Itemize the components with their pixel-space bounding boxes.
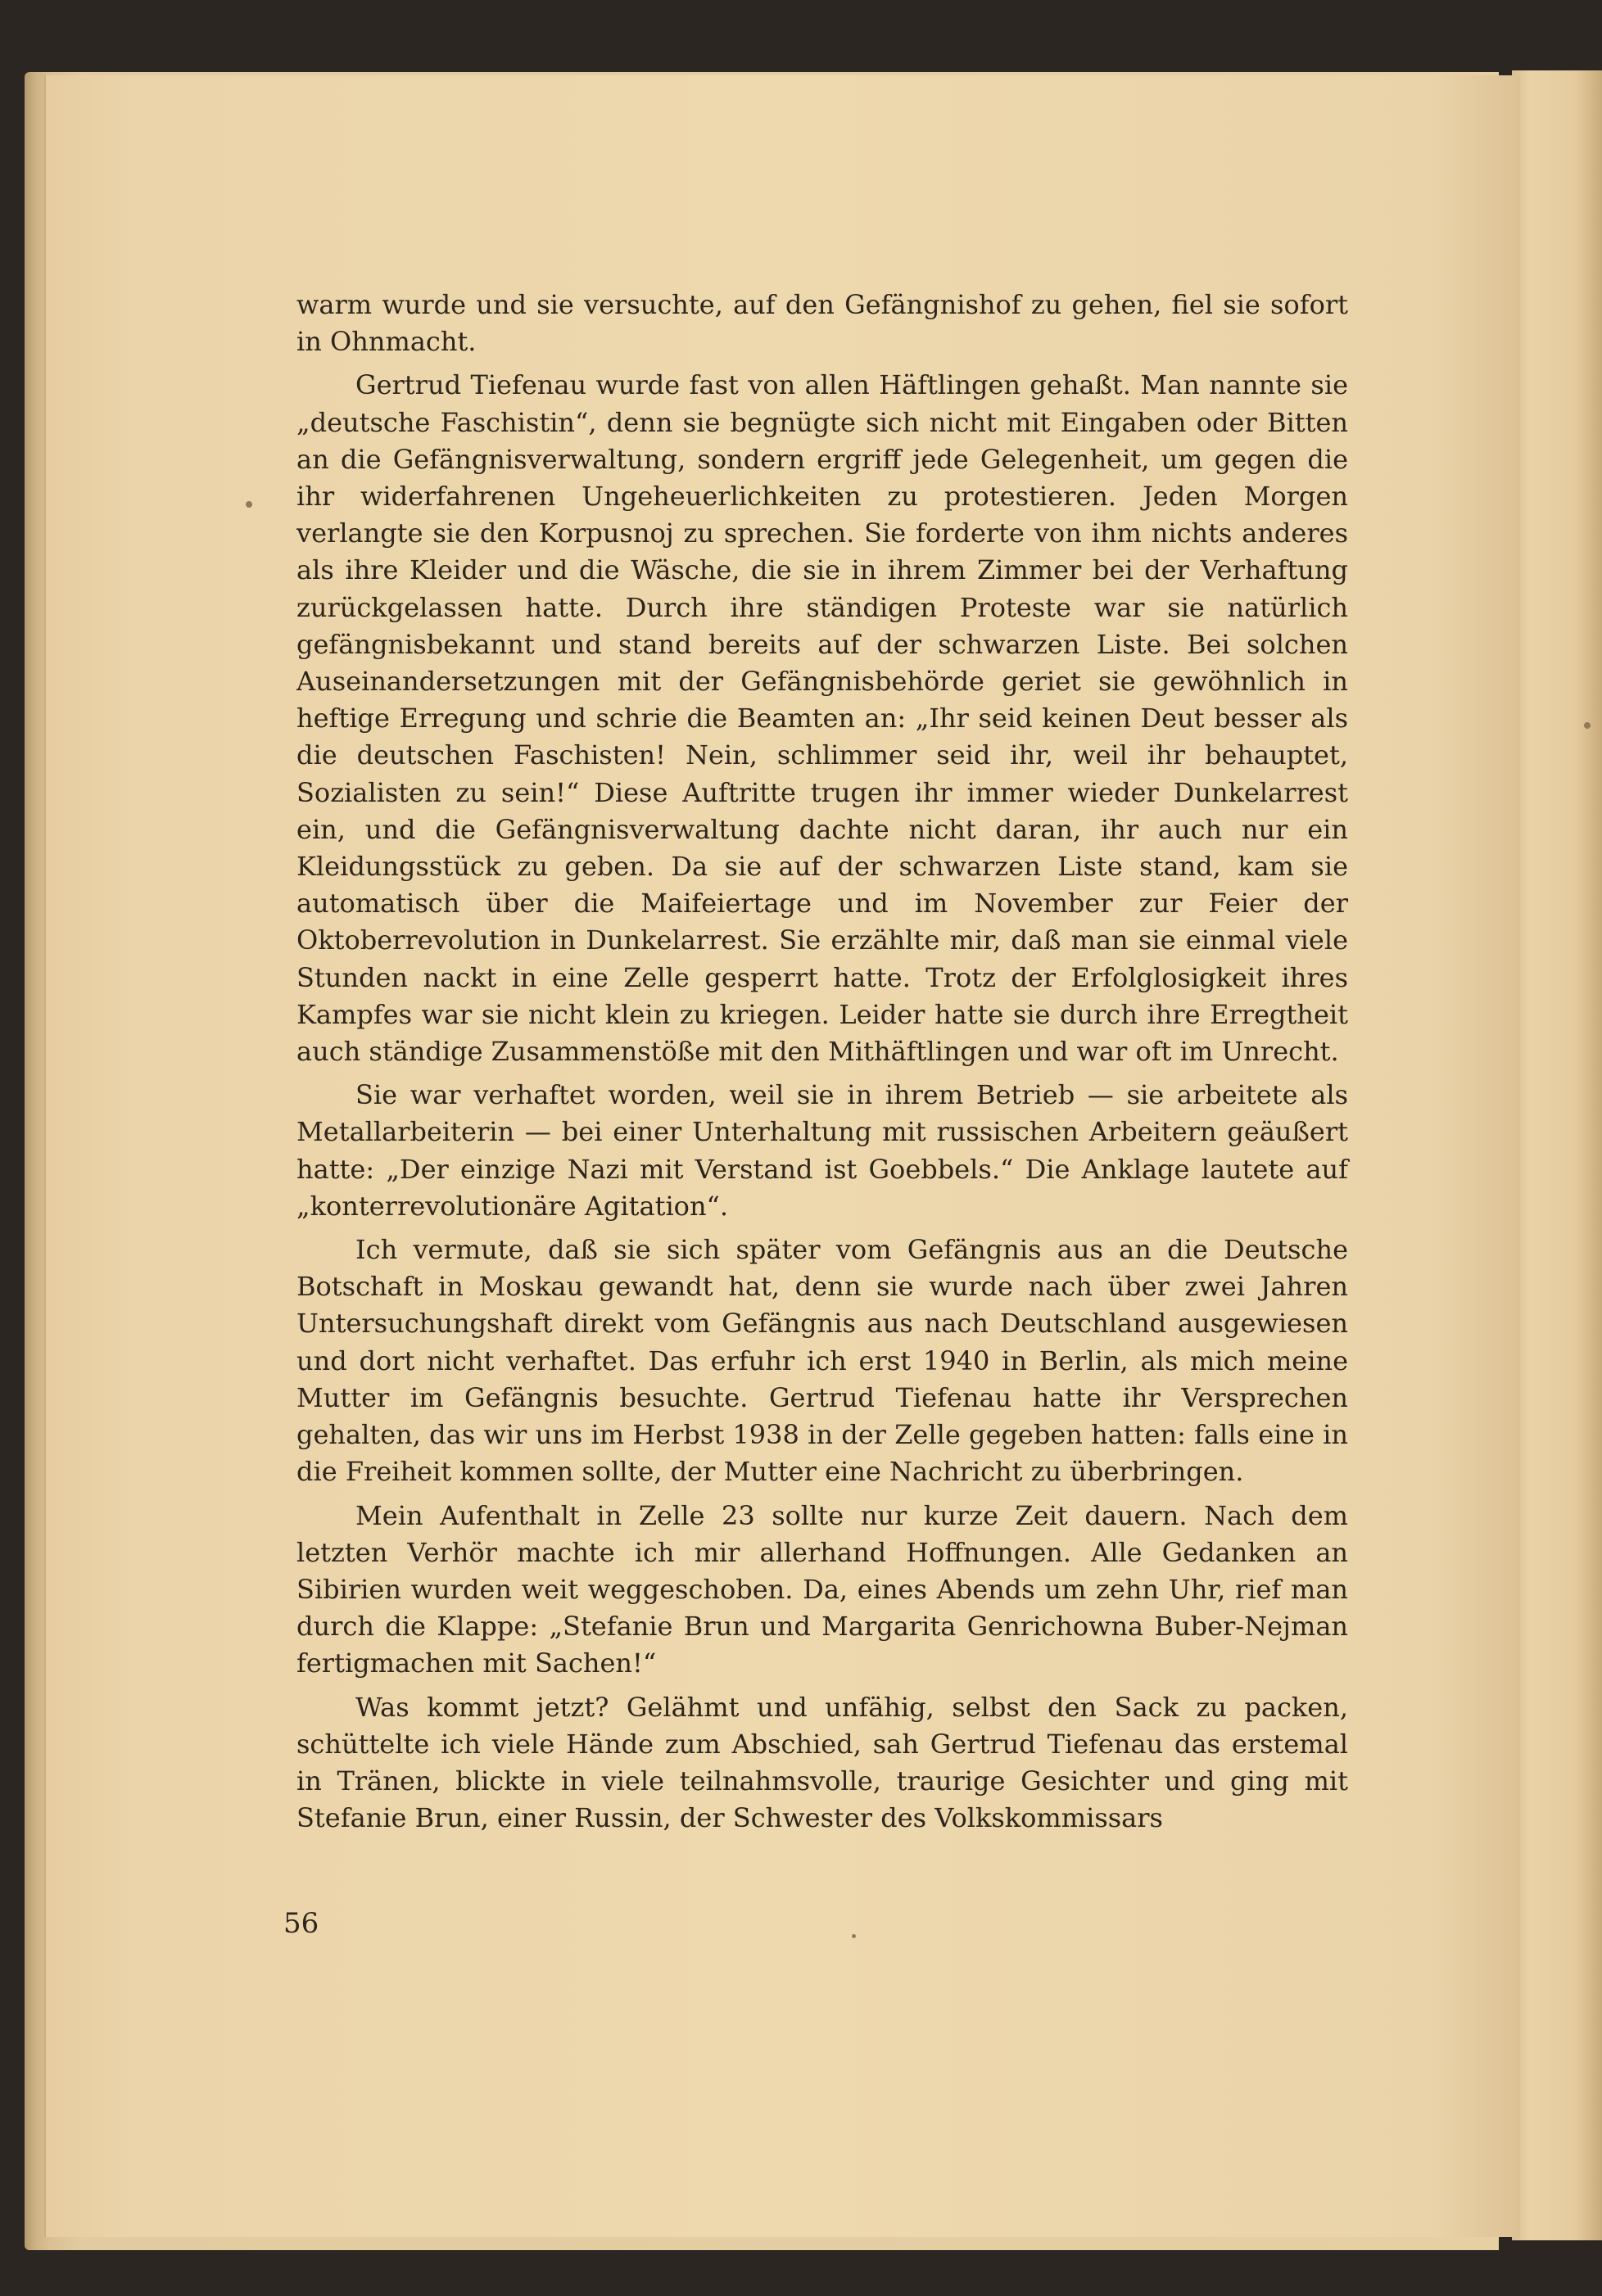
facing-page-edge [1512, 70, 1602, 2240]
paper-speck [246, 501, 252, 508]
page-number: 56 [283, 1907, 319, 1940]
paper-speck [1584, 722, 1591, 729]
body-text [296, 287, 1348, 1843]
paragraph-1: warm wurde und sie versuchte, auf den Gefängnishof zu gehen, fiel sie sofort in Ohnmacht. [296, 289, 1348, 358]
paragraph-5: Mein Aufenthalt in Zelle 23 sollte nur kurze Zeit dauern. Nach dem letzten Verhör machte ich mir allerhand Hoffnungen. Alle Gedanken an Sibirien wurden weit weggeschoben. Da, eines Abends um zehn Uhr, rief man durch die Klappe: „Stefanie Brun und Margarita Genrichowna Buber-Nejman fertigmachen mit Sachen!“ [296, 1499, 1348, 1679]
paragraph-4: Ich vermute, daß sie sich später vom Gefängnis aus an die Deutsche Botschaft in Moskau gewandt hat, denn sie wurde nach über zwei Jahren Untersuchungshaft direkt vom Gefängnis aus nach Deutschland ausgewiesen und dort nicht verhaftet. Das erfuhr ich erst 1940 in Berlin, als mich meine Mutter im Gefängnis besuchte. Gertrud Tiefenau hatte ihr Versprechen gehalten, das wir uns im Herbst 1938 in der Zelle gegeben hatten: falls eine in die Freiheit kommen sollte, der Mutter eine Nachricht zu überbringen. [296, 1234, 1348, 1488]
paragraph-3: Sie war verhaftet worden, weil sie in ihrem Betrieb — sie arbeitete als Metallarbeiterin — bei einer Unterhaltung mit russischen Arbeitern geäußert hatte: „Der einzige Nazi mit Verstand ist Goebbels.“ Die Anklage lautete auf „konterrevolutionäre Agitation“. [296, 1079, 1348, 1222]
paper-speck [852, 1934, 856, 1938]
paragraph-6: Was kommt jetzt? Gelähmt und unfähig, selbst den Sack zu packen, schüttelte ich viele Hände zum Abschied, sah Gertrud Tiefenau das erstemal in Tränen, blickte in viele teilnahmsvolle, traurige Gesichter und ging mit Stefanie Brun, einer Russin, der Schwester des Volkskommissars [296, 1691, 1348, 1834]
paragraph-2: Gertrud Tiefenau wurde fast von allen Häftlingen gehaßt. Man nannte sie „deutsche Faschistin“, denn sie begnügte sich nicht mit Eingaben oder Bitten an die Gefängnisverwaltung, sondern ergriff jede Gelegenheit, um gegen die ihr widerfahrenen Ungeheuerlichkeiten zu protestieren. Jeden Morgen verlangte sie den Korpusnoj zu sprechen. Sie forderte von ihm nichts anderes als ihre Kleider und die Wäsche, die sie in ihrem Zimmer bei der Verhaftung zurückgelassen hatte. Durch ihre ständigen Proteste war sie natürlich gefängnisbekannt und stand bereits auf der schwarzen Liste. Bei solchen Auseinandersetzungen mit der Gefängnisbehörde geriet sie gewöhnlich in heftige Erregung und schrie die Beamten an: „Ihr seid keinen Deut besser als die deutschen Faschisten! Nein, schlimmer seid ihr, weil ihr behauptet, Sozialisten zu sein!“ Diese Auftritte trugen ihr immer wieder Dunkelarrest ein, und die Gefängnisverwaltung dachte nicht daran, ihr auch nur ein Kleidungsstück zu geben. Da sie auf der schwarzen Liste stand, kam sie automatisch über die Maifeiertage und im November zur Feier der Oktoberrevolution in Dunkelarrest. Sie erzählte mir, daß man sie einmal viele Stunden nackt in eine Zelle gesperrt hatte. Trotz der Erfolglosigkeit ihres Kampfes war sie nicht klein zu kriegen. Leider hatte sie durch ihre Erregtheit auch ständige Zusammenstöße mit den Mithäftlingen und war oft im Unrecht. [296, 369, 1348, 1068]
